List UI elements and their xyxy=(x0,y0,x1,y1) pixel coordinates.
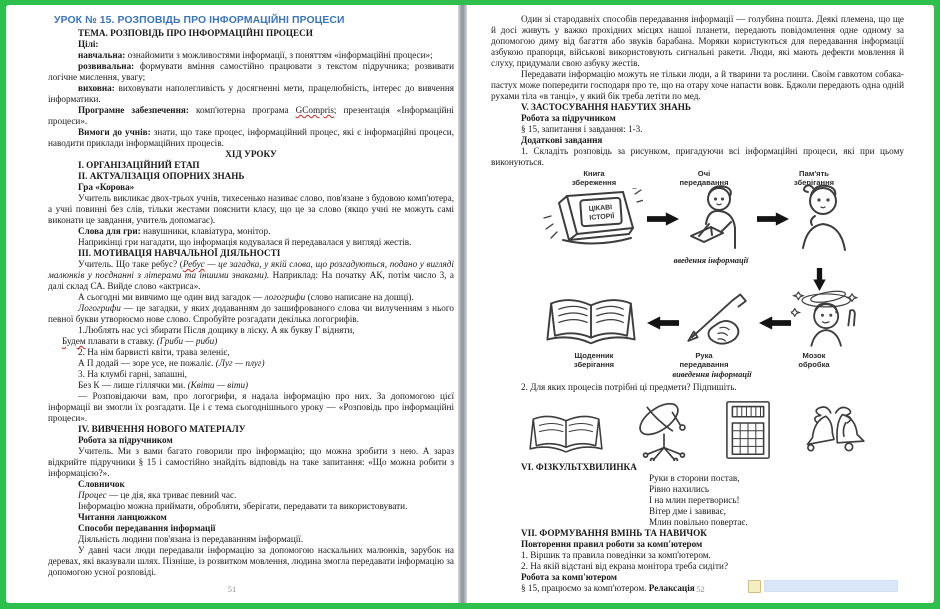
svg-text:ЦІКАВІ: ЦІКАВІ xyxy=(588,204,613,213)
thinking-person-icon xyxy=(791,288,865,348)
text-run: I. ОРГАНІЗАЦІЙНИЙ ЕТАП xyxy=(78,160,200,170)
figure-label xyxy=(539,170,649,188)
paragraph xyxy=(48,534,454,545)
paragraph xyxy=(491,135,904,146)
paragraph xyxy=(48,435,454,446)
paragraph xyxy=(48,325,454,336)
page-right xyxy=(467,5,934,603)
figure-label-line: Рука xyxy=(695,351,713,360)
text-run: Руки в сторони постав, xyxy=(649,473,740,483)
text-run: знати, що таке процес, інформаційний процес, які є інформаційні процеси, наводити приклади інформаційних процесів. xyxy=(48,127,454,148)
text-run: УРОК № 15. РОЗПОВІДЬ ПРО ІНФОРМАЦІЙНІ ПРОЦЕСИ xyxy=(54,15,345,26)
paragraph xyxy=(48,523,454,534)
figure-label-line: Очі xyxy=(697,169,711,178)
text-run: — Розповідаючи вам, про логогрифи, я надала інформацію про них. За допомогою цієї інформації ви змогли їх розгадати. Це і є тема сьогоднішнього уроку — «Розповідь про інформаційні процеси». xyxy=(48,391,454,423)
text-run: комп'ютерна програма xyxy=(188,105,296,115)
paragraph xyxy=(48,259,454,292)
reading-person-icon xyxy=(679,184,755,250)
paragraph xyxy=(491,69,904,102)
text-run: — це загадки, у яких додаванням до зашифрованого слова чи вилученням з нього певної букви утворюємо нове слово. Спробуйте розгадати декілька логогрифів. xyxy=(48,303,454,324)
objects-figure xyxy=(491,395,904,461)
figure-label-line: передавання xyxy=(679,177,729,187)
text-run: Учитель викликає двох-трьох учнів, тихесенько називає слово, пов'язане з будовою комп'ютера, а учні повинні без слів, тільки жестами пояснити класу, що це за слово (якщо учні не можуть самі виконати це завдання, учитель допомагає). xyxy=(48,193,454,225)
text-run: формувати вміння самостійно працювати з текстом підручника; розвивати логічне мислення, увагу; xyxy=(48,61,454,82)
object-selection-bar xyxy=(764,580,898,592)
text-run: Способи передавання інформації xyxy=(78,523,216,533)
text-run: Повторення правил роботи за комп'ютером xyxy=(521,539,703,549)
paragraph xyxy=(48,28,454,39)
text-run: Програмне забезпечення: xyxy=(78,105,189,115)
paragraph xyxy=(491,528,904,539)
paragraph xyxy=(48,226,454,237)
paragraph xyxy=(48,391,454,424)
right-page-text-mid xyxy=(491,382,904,393)
embedded-object-marker[interactable] xyxy=(748,579,898,593)
text-run: Учитель. Що таке ребус? ( xyxy=(78,259,183,269)
text-run: VII. ФОРМУВАННЯ ВМІНЬ ТА НАВИЧОК xyxy=(521,528,707,538)
text-run: Будем xyxy=(62,336,86,346)
paragraph xyxy=(491,382,904,393)
paragraph xyxy=(649,484,904,495)
arrow-left-icon xyxy=(759,316,791,330)
text-run: Гра «Корова» xyxy=(78,182,135,192)
paragraph xyxy=(491,14,904,69)
paragraph xyxy=(48,149,454,160)
paragraph xyxy=(48,545,454,578)
text-run: Робота за підручником xyxy=(78,435,173,445)
paragraph xyxy=(48,193,454,226)
paragraph xyxy=(48,424,454,435)
text-run: Діяльність людини пов'язана із передаванням інформації. xyxy=(78,534,304,544)
text-run: У давні часи люди передавали інформацію за допомогою наскальних малюнків, зарубок на деревах, які вказували шлях. Пізніше, із розвитком мовлення, людина змогла передавати інформацію за допомогою усної розповіді. xyxy=(48,545,454,577)
book-spread xyxy=(6,5,934,603)
paragraph xyxy=(649,517,904,528)
arrow-left-icon xyxy=(647,316,679,330)
text-run: — це загадка, у якій слова, що розгадуються, подано у вигляді малюнків у поєднанні з літерами та іншими знаками). xyxy=(48,259,454,280)
paragraph xyxy=(48,61,454,83)
information-processes-figure xyxy=(491,170,904,382)
paragraph xyxy=(491,561,904,572)
paragraph xyxy=(48,83,454,105)
paragraph xyxy=(48,446,454,479)
text-run: (Квіти — віти) xyxy=(187,380,249,390)
figure-label-line: обробка xyxy=(798,359,830,369)
figure-label-line: Мозок xyxy=(802,351,826,360)
paragraph xyxy=(62,336,454,347)
figure-label xyxy=(539,352,649,370)
text-run: (Гриби — риби) xyxy=(156,336,218,346)
right-page-text-bottom xyxy=(491,462,904,594)
paragraph xyxy=(48,160,454,171)
figure-label-line: зберігання xyxy=(793,177,835,187)
text-run: § 15, запитання і завдання: 1-3. xyxy=(521,124,643,134)
remembering-person-icon xyxy=(791,182,855,252)
text-run: Передавати інформацію можуть не тільки люди, а й тварини та рослини. Своїм гавкотом собака-пастух може попередити господаря про те, що на отару хоче напасти вовк. Бджоли передають одна одній рухами тіла «в танці», у який бік треба летіти по мед. xyxy=(491,69,904,101)
open-book-icon xyxy=(527,407,605,461)
text-run: А П додай — зоре усе, не пожаліє. xyxy=(78,358,216,368)
text-run: § 15, працюємо за комп'ютером. xyxy=(521,583,649,593)
figure-label xyxy=(759,352,869,370)
paragraph xyxy=(491,550,904,561)
paragraph xyxy=(48,479,454,490)
paragraph xyxy=(48,303,454,325)
paragraph xyxy=(48,14,454,28)
satellite-dish-icon xyxy=(631,399,697,461)
figure-label-line: Пам'ять xyxy=(799,169,829,178)
text-run: (слово написане на дошці). xyxy=(305,292,414,302)
text-run: ; презентація «Інформаційні процеси». xyxy=(48,105,454,126)
text-run: 1. Складіть розповідь за рисунком, пригадуючи всі інформаційні процеси, які при цьому виконуються. xyxy=(491,146,904,167)
text-run: Наприклад: На початку АК, потім число 3, а далі склад СА. Вийде слово «актриса». xyxy=(48,270,454,291)
figure-caption-output: виведення інформації xyxy=(672,370,752,379)
text-run: розвивальна: xyxy=(78,61,135,71)
text-run: ознайомити з можливостями інформації, з поняттям «інформаційні процеси»; xyxy=(125,50,433,60)
paragraph xyxy=(48,292,454,303)
arrow-right-icon xyxy=(647,212,679,226)
text-run: GCompris xyxy=(295,105,334,115)
text-run: 1. Віршик та правила поведінки за комп'ютером. xyxy=(521,550,711,560)
text-run: логогрифи xyxy=(264,292,306,302)
paragraph xyxy=(48,248,454,259)
text-run: II. АКТУАЛІЗАЦІЯ ОПОРНИХ ЗНАНЬ xyxy=(78,171,245,181)
figure-label-line: передавання xyxy=(679,359,729,369)
page-number-right: 52 xyxy=(696,584,705,594)
figure-label-line: Книга xyxy=(583,169,605,178)
paragraph xyxy=(48,39,454,50)
text-run: Релаксація xyxy=(648,583,695,593)
text-run: 2. Для яких процесів потрібні ці предмети? Підпишіть. xyxy=(521,382,737,392)
paragraph xyxy=(48,501,454,512)
text-run: Читання ланцюжком xyxy=(78,512,167,522)
figure-label-line: зберігання xyxy=(573,359,615,369)
text-run: IV. ВИВЧЕННЯ НОВОГО МАТЕРІАЛУ xyxy=(78,424,246,434)
text-run: Без К — лише гіллячки ми. xyxy=(78,380,188,390)
paragraph xyxy=(491,113,904,124)
text-run: ХІД УРОКУ xyxy=(225,149,277,159)
text-run: Логогрифи xyxy=(78,303,121,313)
text-run: Один зі стародавніх способів передавання інформації — голубина пошта. Деякі племена, що ще й досі живуть у важко прохідних місцях нашої планети, передають повідомлення одне одному за допомогою диму від багаття або звуків барабана. Моряки користуються для передавання інформації азбукою прапорця, військові використовують сигнальні ракети. Люди, які мають дефекти мовлення й слуху, придумали свою азбуку жестів. xyxy=(491,14,904,68)
text-run: навушники, клавіатура, монітор. xyxy=(140,226,271,236)
paragraph xyxy=(48,50,454,61)
text-run: — це дія, яка триває певний час. xyxy=(106,490,237,500)
paragraph xyxy=(491,146,904,168)
paragraph xyxy=(48,237,454,248)
paragraph xyxy=(491,462,904,473)
left-page-text xyxy=(48,14,454,578)
paragraph xyxy=(491,539,904,550)
paragraph xyxy=(48,358,454,369)
paragraph xyxy=(649,495,904,506)
paragraph xyxy=(491,102,904,113)
text-run: VI. ФІЗКУЛЬТХВИЛИНКА xyxy=(521,462,637,472)
paragraph xyxy=(48,369,454,380)
text-run: Наприкінці гри нагадати, що інформація кодувалася й передавалася у вигляді жестів. xyxy=(78,237,412,247)
text-run: Ребус xyxy=(182,259,205,269)
calculator-icon xyxy=(723,399,773,461)
paragraph xyxy=(48,490,454,501)
paragraph xyxy=(48,105,454,127)
text-run: Млин повільно повертає. xyxy=(649,517,748,527)
paragraph xyxy=(48,380,454,391)
text-run: 1.Люблять нас усі збирати Після дощику в ліску. А як букву Г відняти, xyxy=(78,325,355,335)
bells-icon xyxy=(799,403,869,461)
paragraph xyxy=(649,506,904,517)
arrow-right-icon xyxy=(757,212,789,226)
paragraph xyxy=(48,171,454,182)
paragraph xyxy=(48,512,454,523)
paragraph xyxy=(48,127,454,149)
paragraph xyxy=(491,124,904,135)
text-run: 2. На якій відстані від екрана монітора треба сидіти? xyxy=(521,561,729,571)
text-run: Словничок xyxy=(78,479,125,489)
text-run: плавати в ставку. xyxy=(85,336,157,346)
text-run: Цілі: xyxy=(78,39,99,49)
text-run: 2. На нім барвисті квіти, трава зеленіє, xyxy=(78,347,230,357)
paragraph xyxy=(48,347,454,358)
text-run: Додаткові завдання xyxy=(521,135,603,145)
text-run: ТЕМА. РОЗПОВІДЬ ПРО ІНФОРМАЦІЙНІ ПРОЦЕСИ xyxy=(78,28,313,38)
writing-hand-icon xyxy=(679,292,757,349)
text-run: Робота за комп'ютером xyxy=(521,572,617,582)
text-run: І на млин перетворись! xyxy=(649,495,740,505)
paragraph xyxy=(48,182,454,193)
text-run: Робота за підручником xyxy=(521,113,616,123)
text-run: виховна: xyxy=(78,83,115,93)
figure-label-line: Щоденник xyxy=(574,351,614,360)
text-run: V. ЗАСТОСУВАННЯ НАБУТИХ ЗНАНЬ xyxy=(521,102,691,112)
text-run: А сьогодні ми вивчимо ще один вид загадок — xyxy=(78,292,265,302)
text-run: виховувати наполегливість у досягненні мети, працелюбність, інтерес до вивчення інформатики. xyxy=(48,83,454,104)
right-page-text-top xyxy=(491,14,904,168)
text-run: (Луг — плуг) xyxy=(215,358,265,368)
text-run: Рівно нахились xyxy=(649,484,710,494)
page-gutter xyxy=(458,5,467,603)
figure-label-line: збереження xyxy=(571,177,617,187)
text-run: Вимоги до учнів: xyxy=(78,127,151,137)
svg-text:ІСТОРІЇ: ІСТОРІЇ xyxy=(589,213,615,222)
text-run: Вітер дме і завиває, xyxy=(649,506,726,516)
page-left xyxy=(6,5,458,603)
text-run: III. МОТИВАЦІЯ НАВЧАЛЬНОЇ ДІЯЛЬНОСТІ xyxy=(78,248,281,258)
object-anchor-icon xyxy=(748,580,761,593)
page-number-left: 51 xyxy=(227,584,237,594)
text-run: Інформацію можна приймати, обробляти, зберігати, передавати та використовувати. xyxy=(78,501,408,511)
figure-caption-input: введення інформації xyxy=(673,256,749,265)
figure-label xyxy=(649,352,759,370)
text-run: Учитель. Ми з вами багато говорили про інформацію; що можна зробити з нею. А зараз відкрийте підручники § 15 і самостійно знайдіть відповідь на таке запитання: «Що можна робити з інформацією?». xyxy=(48,446,454,478)
text-run: Слова для гри: xyxy=(78,226,141,236)
storybook-icon xyxy=(543,188,643,250)
text-run: Процес xyxy=(78,490,107,500)
text-run: навчальна: xyxy=(78,50,126,60)
diary-icon xyxy=(543,294,639,349)
text-run: 3. На клумбі гарні, запашні, xyxy=(78,369,187,379)
paragraph xyxy=(649,473,904,484)
